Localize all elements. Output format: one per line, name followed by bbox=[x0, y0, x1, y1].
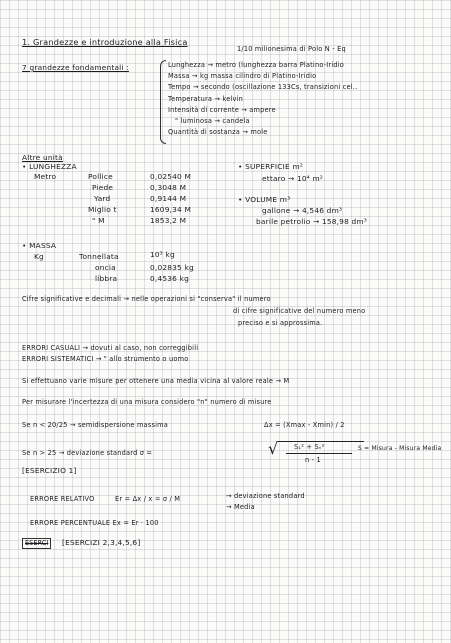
systematic-errors-line: ERRORI SISTEMATICI → " allo strumento o uomo bbox=[22, 355, 189, 363]
mass-unit: Kg bbox=[34, 252, 44, 261]
mass-row-value: 0,02835 kg bbox=[150, 263, 194, 272]
uncertainty-line: Per misurare l'incertezza di una misura considero "n" numero di misure bbox=[22, 398, 272, 406]
significant-figures-line: Cifre significative e decimali → nelle operazioni si "conserva" il numero bbox=[22, 295, 271, 303]
percentage-error-line: ERRORE PERCENTUALE Ex = Er · 100 bbox=[30, 519, 159, 527]
fundamental-item: " luminosa → candela bbox=[175, 117, 250, 125]
surface-heading: • SUPERFICIE m² bbox=[238, 162, 304, 171]
relative-error-note: → Media bbox=[226, 503, 255, 511]
surface-row: ettaro → 10⁴ m² bbox=[262, 174, 324, 183]
fundamental-item: Lunghezza → metro (lunghezza barra Platino-Iridio bbox=[168, 61, 345, 69]
relative-error-label: ERRORE RELATIVO bbox=[30, 495, 95, 503]
length-row-value: 0,9144 M bbox=[150, 194, 187, 203]
volume-row: gallone → 4,546 dm³ bbox=[262, 206, 343, 215]
length-row-name: Miglio t bbox=[88, 205, 117, 214]
mass-row-name: oncia bbox=[95, 263, 116, 272]
significant-figures-line: preciso e si approssima. bbox=[238, 319, 323, 327]
length-row-name: Yard bbox=[94, 194, 111, 203]
fundamentals-label: 7 grandezze fondamentali : bbox=[22, 63, 129, 72]
length-row-value: 0,02540 M bbox=[150, 172, 192, 181]
relative-error-formula: Er = Δx / x = σ / M bbox=[115, 495, 181, 503]
units-heading: Altre unità bbox=[22, 153, 63, 162]
fundamental-item: Quantità di sostanza → mole bbox=[168, 128, 268, 136]
sqrt-bar bbox=[278, 441, 364, 442]
sigma-note: S = Misura - Misura Media bbox=[358, 445, 442, 452]
fundamental-item: Tempo → secondo (oscillazione 133Cs, transizioni cel.. bbox=[168, 83, 358, 91]
measurements-line: Si effettuano varie misure per ottenere una media vicina al valore reale → M bbox=[22, 377, 290, 385]
mass-row-name: libbra bbox=[95, 274, 118, 283]
significant-figures-line: di cifre significative del numero meno bbox=[233, 307, 366, 315]
length-unit: Metro bbox=[34, 172, 57, 181]
struck-exercises-label: ESERCI bbox=[22, 538, 51, 549]
length-row-name: Piede bbox=[92, 183, 114, 192]
semidispersion-formula: Δx = (Xmax - Xmin) / 2 bbox=[264, 421, 345, 429]
length-row-name: " M bbox=[92, 216, 105, 225]
fundamental-item: Massa → kg massa cilindro di Platino-Iridio bbox=[168, 72, 317, 80]
mass-row-value: 10³ kg bbox=[150, 250, 175, 259]
mass-heading: • MASSA bbox=[22, 241, 57, 250]
sigma-denominator: n - 1 bbox=[305, 456, 321, 464]
length-row-value: 1853,2 M bbox=[150, 216, 187, 225]
relative-error-note: → deviazione standard bbox=[226, 492, 305, 500]
sqrt-sign: √ bbox=[268, 439, 279, 458]
length-row-value: 0,3048 M bbox=[150, 183, 187, 192]
semidispersion-line: Se n < 20/25 → semidispersione massima bbox=[22, 421, 168, 429]
sigma-numerator: S₁² + Sₙ² bbox=[294, 443, 325, 451]
length-row-name: Pollice bbox=[88, 172, 113, 181]
fundamental-item: Intensità di corrente → ampere bbox=[168, 106, 276, 114]
fundamentals-brace bbox=[160, 60, 166, 144]
random-errors-line: ERRORI CASUALI → dovuti al caso, non correggibili bbox=[22, 344, 199, 352]
standard-deviation-line: Se n > 25 → deviazione standard σ = bbox=[22, 449, 153, 457]
length-heading: • LUNGHEZZA bbox=[22, 162, 77, 171]
fundamental-item: Temperatura → kelvin bbox=[168, 95, 243, 103]
mass-row-value: 0,4536 kg bbox=[150, 274, 189, 283]
sigma-fraction-bar bbox=[286, 453, 352, 454]
meter-definition-note: 1/10 milionesima di Polo N - Eq bbox=[237, 45, 346, 53]
exercise-1: [ESERCIZIO 1] bbox=[22, 466, 77, 475]
page-title: 1. Grandezze e introduzione alla Fisica bbox=[22, 37, 188, 47]
length-row-value: 1609,34 M bbox=[150, 205, 192, 214]
mass-row-name: Tonnellata bbox=[79, 252, 119, 261]
volume-row: barile petrolio → 158,98 dm³ bbox=[256, 217, 367, 226]
exercises-list: [ESERCIZI 2,3,4,5,6] bbox=[62, 538, 141, 547]
volume-heading: • VOLUME m³ bbox=[238, 195, 291, 204]
